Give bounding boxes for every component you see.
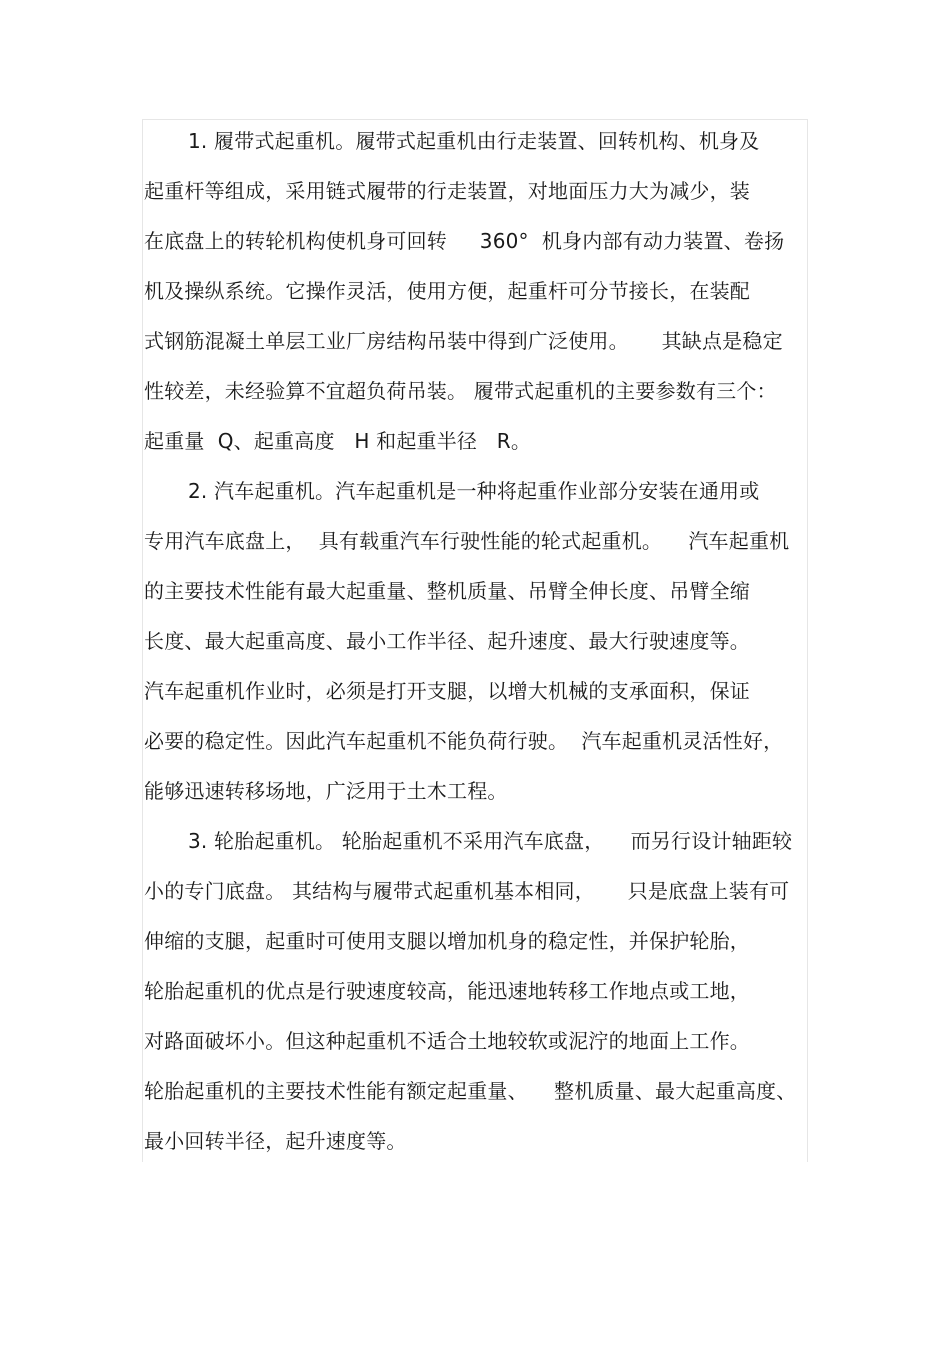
paragraph-2-line-7: 能够迅速转移场地，广泛用于土木工程。: [144, 779, 508, 803]
paragraph-3-line-2: 小的专门底盘。 其结构与履带式起重机基本相同， 只是底盘上装有可: [144, 879, 790, 903]
paragraph-2-line-4: 长度、最大起重高度、最小工作半径、起升速度、最大行驶速度等。: [144, 629, 750, 653]
paragraph-1-line-7: 起重量 Q、起重高度 H 和起重半径 R。: [144, 429, 532, 453]
paragraph-2-line-5: 汽车起重机作业时，必须是打开支腿，以增大机械的支承面积，保证: [144, 679, 750, 703]
paragraph-3-line-1: 3. 轮胎起重机。 轮胎起重机不采用汽车底盘， 而另行设计轴距较: [188, 829, 793, 853]
paragraph-3-line-5: 对路面破坏小。但这种起重机不适合土地较软或泥泞的地面上工作。: [144, 1029, 750, 1053]
paragraph-2-line-1: 2. 汽车起重机。汽车起重机是一种将起重作业部分安装在通用或: [188, 479, 760, 503]
paragraph-3-line-3: 伸缩的支腿，起重时可使用支腿以增加机身的稳定性，并保护轮胎，: [144, 929, 750, 953]
paragraph-1-line-3: 在底盘上的转轮机构使机身可回转 360° 机身内部有动力装置、卷扬: [144, 229, 785, 253]
paragraph-1-line-1: 1. 履带式起重机。履带式起重机由行走装置、回转机构、机身及: [188, 129, 760, 153]
paragraph-2-line-2: 专用汽车底盘上， 具有载重汽车行驶性能的轮式起重机。 汽车起重机: [144, 529, 790, 553]
paragraph-1-line-4: 机及操纵系统。它操作灵活，使用方便，起重杆可分节接长，在装配: [144, 279, 750, 303]
paragraph-2-line-6: 必要的稳定性。因此汽车起重机不能负荷行驶。 汽车起重机灵活性好，: [144, 729, 784, 753]
paragraph-1-line-2: 起重杆等组成，采用链式履带的行走装置，对地面压力大为减少，装: [144, 179, 750, 203]
paragraph-2-line-3: 的主要技术性能有最大起重量、整机质量、吊臂全伸长度、吊臂全缩: [144, 579, 750, 603]
paragraph-3-line-7: 最小回转半径，起升速度等。: [144, 1129, 407, 1153]
paragraph-1-line-5: 式钢筋混凝土单层工业厂房结构吊装中得到广泛使用。 其缺点是稳定: [144, 329, 783, 353]
paragraph-3-line-4: 轮胎起重机的优点是行驶速度较高，能迅速地转移工作地点或工地，: [144, 979, 750, 1003]
paragraph-1-line-6: 性较差，未经验算不宜超负荷吊装。 履带式起重机的主要参数有三个：: [144, 379, 777, 403]
paragraph-3-line-6: 轮胎起重机的主要技术性能有额定起重量、 整机质量、最大起重高度、: [144, 1079, 797, 1103]
